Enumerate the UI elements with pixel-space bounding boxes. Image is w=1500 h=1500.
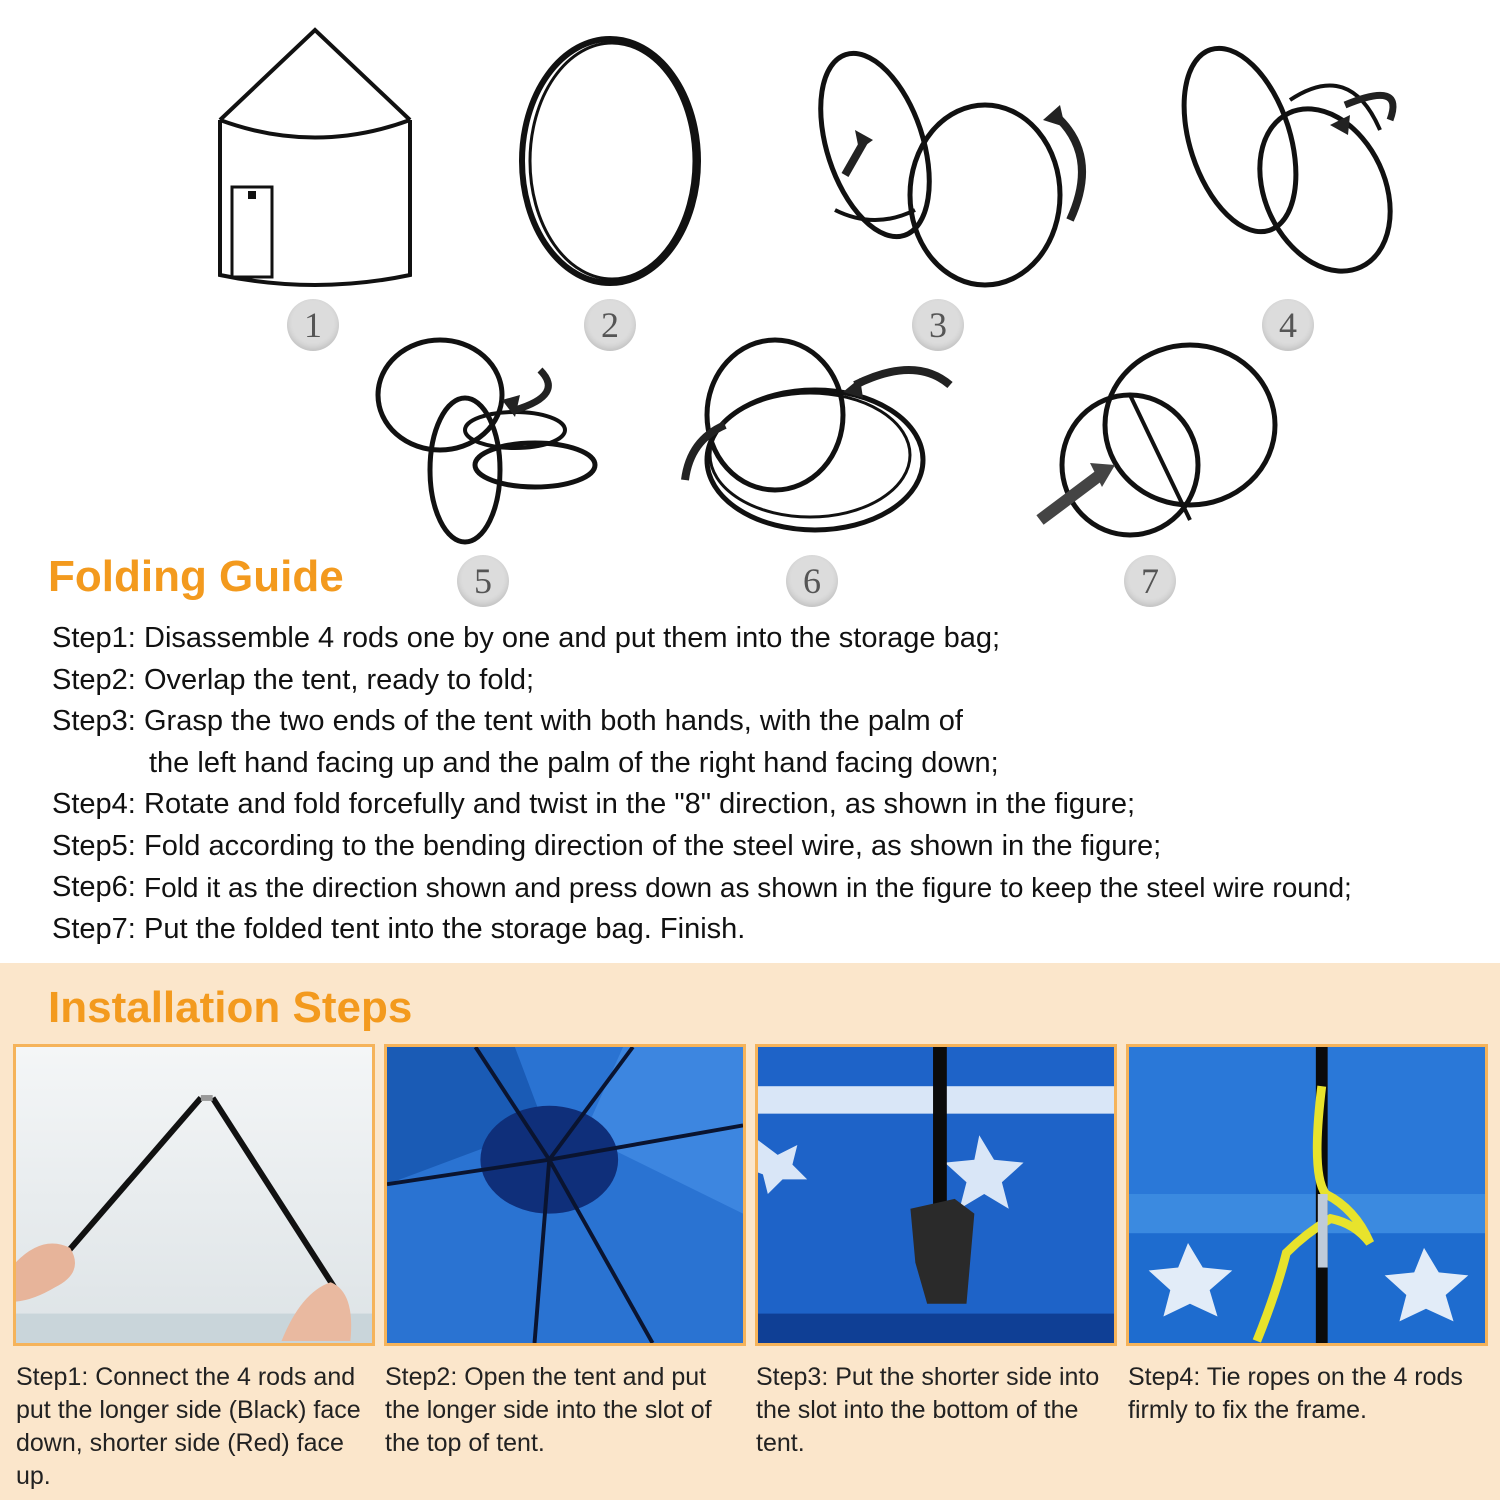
step-text: the left hand facing up and the palm of the right hand facing down; [149,746,999,779]
step-text: Put the folded tent into the storage bag. Finish. [144,912,746,945]
step-badge-2: 2 [584,299,636,351]
install-caption-2: Step2: Open the tent and put the longer side into the slot of the top of tent. [385,1363,712,1457]
press-icon [675,330,965,545]
tent-outline-icon [210,25,420,287]
step-label: Step7: [52,912,136,945]
step-text: Rotate and fold forcefully and twist in the "8" direction, as shown in the figure; [144,788,1136,820]
install-photo-3 [755,1044,1117,1346]
diagram-2-ring [505,30,715,292]
step-badge-4: 4 [1262,299,1314,351]
tent-top-photo-icon [387,1047,743,1343]
step-badge-1: 1 [287,299,339,351]
step-label: Step6: [52,871,136,903]
folding-step-4 [52,784,1492,826]
step-text: Fold it as the direction shown and press down as shown in the figure to keep the steel wire round; [144,872,1352,903]
install-caption-4: Step4: Tie ropes on the 4 rods firmly to fix the frame. [1128,1363,1463,1424]
diagram-4-fold [1180,40,1410,285]
step-text: Overlap the tent, ready to fold; [144,663,535,696]
step-text: Disassemble 4 rods one by one and put them into the storage bag; [144,622,1001,654]
installation-panel [0,963,1500,1500]
step-badge-7: 7 [1124,555,1176,607]
fold-icon [1180,40,1410,285]
step-label: Step4: [52,788,136,820]
step-label: Step1: [52,622,136,654]
step-text: Fold according to the bending direction of the steel wire, as shown in the figure; [144,829,1162,862]
diagram-5-bend [370,325,610,550]
step-label: Step2: [52,663,136,696]
diagram-6-press [675,330,965,545]
twist-icon [815,45,1115,290]
folding-step-6 [52,867,1492,909]
rods-photo-icon [16,1047,372,1343]
install-photo-1 [13,1044,375,1346]
ring-icon [505,30,715,292]
step-badge-6: 6 [786,555,838,607]
step-badge-5: 5 [457,555,509,607]
install-caption-1: Step1: Connect the 4 rods and put the longer side (Black) face down, shorter side (Red) face up. [16,1363,361,1490]
step-label: Step3: [52,705,136,737]
install-photo-4 [1126,1044,1488,1346]
install-photo-2 [384,1044,746,1346]
step-label: Step5: [52,829,136,862]
diagram-7-pack [1030,335,1285,550]
folding-guide-title: Folding Guide [48,552,344,601]
install-caption-3: Step3: Put the shorter side into the slot into the bottom of the tent. [756,1363,1100,1457]
step-badge-3: 3 [912,299,964,351]
folding-steps-list [52,618,1492,950]
pack-icon [1030,335,1285,550]
diagram-3-twist [815,45,1115,290]
diagram-1-tent [210,25,420,287]
tied-rod-photo-icon [1129,1047,1485,1343]
tent-slot-photo-icon [758,1047,1114,1343]
folding-step-3-continued [52,743,1492,785]
folding-step-7 [52,909,1492,951]
step-text: Grasp the two ends of the tent with both hands, with the palm of [144,705,963,737]
folding-step-5 [52,826,1492,868]
folding-step-3 [52,701,1492,743]
folding-step-2 [52,660,1492,702]
bend-icon [370,325,610,550]
folding-step-1 [52,618,1492,660]
installation-title: Installation Steps [48,983,413,1032]
